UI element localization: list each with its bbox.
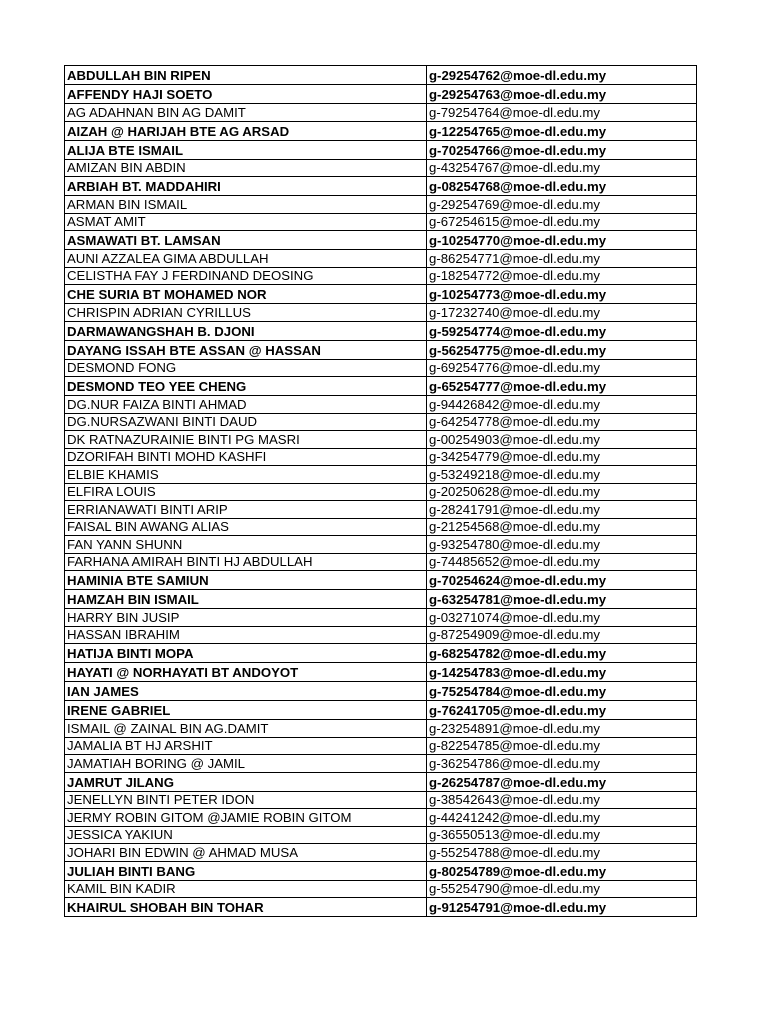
email-cell: g-74485652@moe-dl.edu.my	[427, 553, 697, 571]
table-row	[65, 413, 697, 431]
name-cell: KHAIRUL SHOBAH BIN TOHAR	[65, 898, 427, 917]
email-cell: g-55254788@moe-dl.edu.my	[427, 844, 697, 862]
table-row	[65, 231, 697, 250]
name-cell: AIZAH @ HARIJAH BTE AG ARSAD	[65, 121, 427, 140]
table-row	[65, 396, 697, 414]
email-cell: g-18254772@moe-dl.edu.my	[427, 267, 697, 285]
table-row	[65, 85, 697, 104]
table-row	[65, 304, 697, 322]
name-cell: ARBIAH BT. MADDAHIRI	[65, 177, 427, 196]
email-cell: g-56254775@moe-dl.edu.my	[427, 340, 697, 359]
email-cell: g-79254764@moe-dl.edu.my	[427, 104, 697, 122]
name-cell: DESMOND FONG	[65, 359, 427, 377]
email-cell: g-10254770@moe-dl.edu.my	[427, 231, 697, 250]
table-row	[65, 880, 697, 898]
name-cell: DZORIFAH BINTI MOHD KASHFI	[65, 448, 427, 466]
email-cell: g-91254791@moe-dl.edu.my	[427, 898, 697, 917]
table-row	[65, 213, 697, 231]
name-cell: HASSAN IBRAHIM	[65, 626, 427, 644]
name-cell: HAMZAH BIN ISMAIL	[65, 590, 427, 609]
table-row	[65, 267, 697, 285]
table-row	[65, 590, 697, 609]
name-cell: CHE SURIA BT MOHAMED NOR	[65, 285, 427, 304]
table-row	[65, 321, 697, 340]
email-cell: g-55254790@moe-dl.edu.my	[427, 880, 697, 898]
name-cell: HAYATI @ NORHAYATI BT ANDOYOT	[65, 663, 427, 682]
email-cell: g-64254778@moe-dl.edu.my	[427, 413, 697, 431]
name-cell: ABDULLAH BIN RIPEN	[65, 66, 427, 85]
email-cell: g-00254903@moe-dl.edu.my	[427, 431, 697, 449]
table-row	[65, 121, 697, 140]
name-cell: ERRIANAWATI BINTI ARIP	[65, 501, 427, 519]
table-row	[65, 720, 697, 738]
table-row	[65, 826, 697, 844]
name-cell: AUNI AZZALEA GIMA ABDULLAH	[65, 250, 427, 268]
email-cell: g-28241791@moe-dl.edu.my	[427, 501, 697, 519]
table-row	[65, 196, 697, 214]
name-cell: IRENE GABRIEL	[65, 701, 427, 720]
email-cell: g-29254769@moe-dl.edu.my	[427, 196, 697, 214]
name-cell: JAMRUT JILANG	[65, 772, 427, 791]
table-row	[65, 177, 697, 196]
name-cell: DK RATNAZURAINIE BINTI PG MASRI	[65, 431, 427, 449]
email-cell: g-80254789@moe-dl.edu.my	[427, 861, 697, 880]
email-cell: g-03271074@moe-dl.edu.my	[427, 609, 697, 627]
email-cell: g-43254767@moe-dl.edu.my	[427, 159, 697, 177]
name-cell: CHRISPIN ADRIAN CYRILLUS	[65, 304, 427, 322]
name-cell: CELISTHA FAY J FERDINAND DEOSING	[65, 267, 427, 285]
email-cell: g-69254776@moe-dl.edu.my	[427, 359, 697, 377]
name-cell: DESMOND TEO YEE CHENG	[65, 377, 427, 396]
table-row	[65, 501, 697, 519]
name-cell: IAN JAMES	[65, 682, 427, 701]
name-cell: AMIZAN BIN ABDIN	[65, 159, 427, 177]
email-cell: g-67254615@moe-dl.edu.my	[427, 213, 697, 231]
email-cell: g-08254768@moe-dl.edu.my	[427, 177, 697, 196]
table-row	[65, 483, 697, 501]
name-cell: ELBIE KHAMIS	[65, 466, 427, 484]
email-cell: g-21254568@moe-dl.edu.my	[427, 518, 697, 536]
email-cell: g-23254891@moe-dl.edu.my	[427, 720, 697, 738]
email-cell: g-70254624@moe-dl.edu.my	[427, 571, 697, 590]
email-cell: g-93254780@moe-dl.edu.my	[427, 536, 697, 554]
table-row	[65, 431, 697, 449]
table-row	[65, 359, 697, 377]
table-row	[65, 791, 697, 809]
table-row	[65, 644, 697, 663]
name-cell: DAYANG ISSAH BTE ASSAN @ HASSAN	[65, 340, 427, 359]
table-row	[65, 340, 697, 359]
name-cell: ARMAN BIN ISMAIL	[65, 196, 427, 214]
email-cell: g-29254762@moe-dl.edu.my	[427, 66, 697, 85]
email-cell: g-76241705@moe-dl.edu.my	[427, 701, 697, 720]
name-cell: ALIJA BTE ISMAIL	[65, 140, 427, 159]
email-cell: g-59254774@moe-dl.edu.my	[427, 321, 697, 340]
name-cell: JENELLYN BINTI PETER IDON	[65, 791, 427, 809]
email-cell: g-82254785@moe-dl.edu.my	[427, 737, 697, 755]
table-row	[65, 377, 697, 396]
table-row	[65, 140, 697, 159]
table-row	[65, 663, 697, 682]
name-cell: ASMAWATI BT. LAMSAN	[65, 231, 427, 250]
table-row	[65, 159, 697, 177]
table-row	[65, 626, 697, 644]
table-row	[65, 104, 697, 122]
email-cell: g-44241242@moe-dl.edu.my	[427, 809, 697, 827]
name-cell: ELFIRA LOUIS	[65, 483, 427, 501]
table-row	[65, 898, 697, 917]
name-cell: JERMY ROBIN GITOM @JAMIE ROBIN GITOM	[65, 809, 427, 827]
table-row	[65, 518, 697, 536]
table-row	[65, 466, 697, 484]
table-row	[65, 755, 697, 773]
table-row	[65, 809, 697, 827]
name-cell: FAN YANN SHUNN	[65, 536, 427, 554]
name-cell: FARHANA AMIRAH BINTI HJ ABDULLAH	[65, 553, 427, 571]
name-cell: DG.NURSAZWANI BINTI DAUD	[65, 413, 427, 431]
table-row	[65, 285, 697, 304]
table-row	[65, 701, 697, 720]
name-cell: HAMINIA BTE SAMIUN	[65, 571, 427, 590]
email-cell: g-26254787@moe-dl.edu.my	[427, 772, 697, 791]
email-cell: g-36550513@moe-dl.edu.my	[427, 826, 697, 844]
email-cell: g-86254771@moe-dl.edu.my	[427, 250, 697, 268]
email-cell: g-12254765@moe-dl.edu.my	[427, 121, 697, 140]
name-cell: JOHARI BIN EDWIN @ AHMAD MUSA	[65, 844, 427, 862]
name-cell: DARMAWANGSHAH B. DJONI	[65, 321, 427, 340]
name-cell: FAISAL BIN AWANG ALIAS	[65, 518, 427, 536]
email-cell: g-36254786@moe-dl.edu.my	[427, 755, 697, 773]
email-cell: g-34254779@moe-dl.edu.my	[427, 448, 697, 466]
name-cell: JULIAH BINTI BANG	[65, 861, 427, 880]
name-cell: ISMAIL @ ZAINAL BIN AG.DAMIT	[65, 720, 427, 738]
table-row	[65, 571, 697, 590]
table-body	[65, 66, 697, 917]
table-row	[65, 861, 697, 880]
table-row	[65, 609, 697, 627]
name-cell: JAMALIA BT HJ ARSHIT	[65, 737, 427, 755]
email-cell: g-68254782@moe-dl.edu.my	[427, 644, 697, 663]
staff-email-table	[64, 65, 697, 917]
table-row	[65, 250, 697, 268]
name-cell: JESSICA YAKIUN	[65, 826, 427, 844]
name-cell: KAMIL BIN KADIR	[65, 880, 427, 898]
email-cell: g-29254763@moe-dl.edu.my	[427, 85, 697, 104]
table-row	[65, 448, 697, 466]
email-cell: g-94426842@moe-dl.edu.my	[427, 396, 697, 414]
email-cell: g-10254773@moe-dl.edu.my	[427, 285, 697, 304]
table-row	[65, 844, 697, 862]
email-cell: g-38542643@moe-dl.edu.my	[427, 791, 697, 809]
table-row	[65, 737, 697, 755]
email-cell: g-14254783@moe-dl.edu.my	[427, 663, 697, 682]
email-cell: g-17232740@moe-dl.edu.my	[427, 304, 697, 322]
name-cell: ASMAT AMIT	[65, 213, 427, 231]
table-row	[65, 553, 697, 571]
name-cell: HARRY BIN JUSIP	[65, 609, 427, 627]
table-row	[65, 536, 697, 554]
email-cell: g-20250628@moe-dl.edu.my	[427, 483, 697, 501]
email-cell: g-87254909@moe-dl.edu.my	[427, 626, 697, 644]
name-cell: AFFENDY HAJI SOETO	[65, 85, 427, 104]
name-cell: AG ADAHNAN BIN AG DAMIT	[65, 104, 427, 122]
name-cell: HATIJA BINTI MOPA	[65, 644, 427, 663]
table-row	[65, 772, 697, 791]
email-cell: g-65254777@moe-dl.edu.my	[427, 377, 697, 396]
email-cell: g-75254784@moe-dl.edu.my	[427, 682, 697, 701]
name-cell: DG.NUR FAIZA BINTI AHMAD	[65, 396, 427, 414]
table-row	[65, 66, 697, 85]
table-row	[65, 682, 697, 701]
email-cell: g-63254781@moe-dl.edu.my	[427, 590, 697, 609]
name-cell: JAMATIAH BORING @ JAMIL	[65, 755, 427, 773]
email-cell: g-53249218@moe-dl.edu.my	[427, 466, 697, 484]
email-cell: g-70254766@moe-dl.edu.my	[427, 140, 697, 159]
